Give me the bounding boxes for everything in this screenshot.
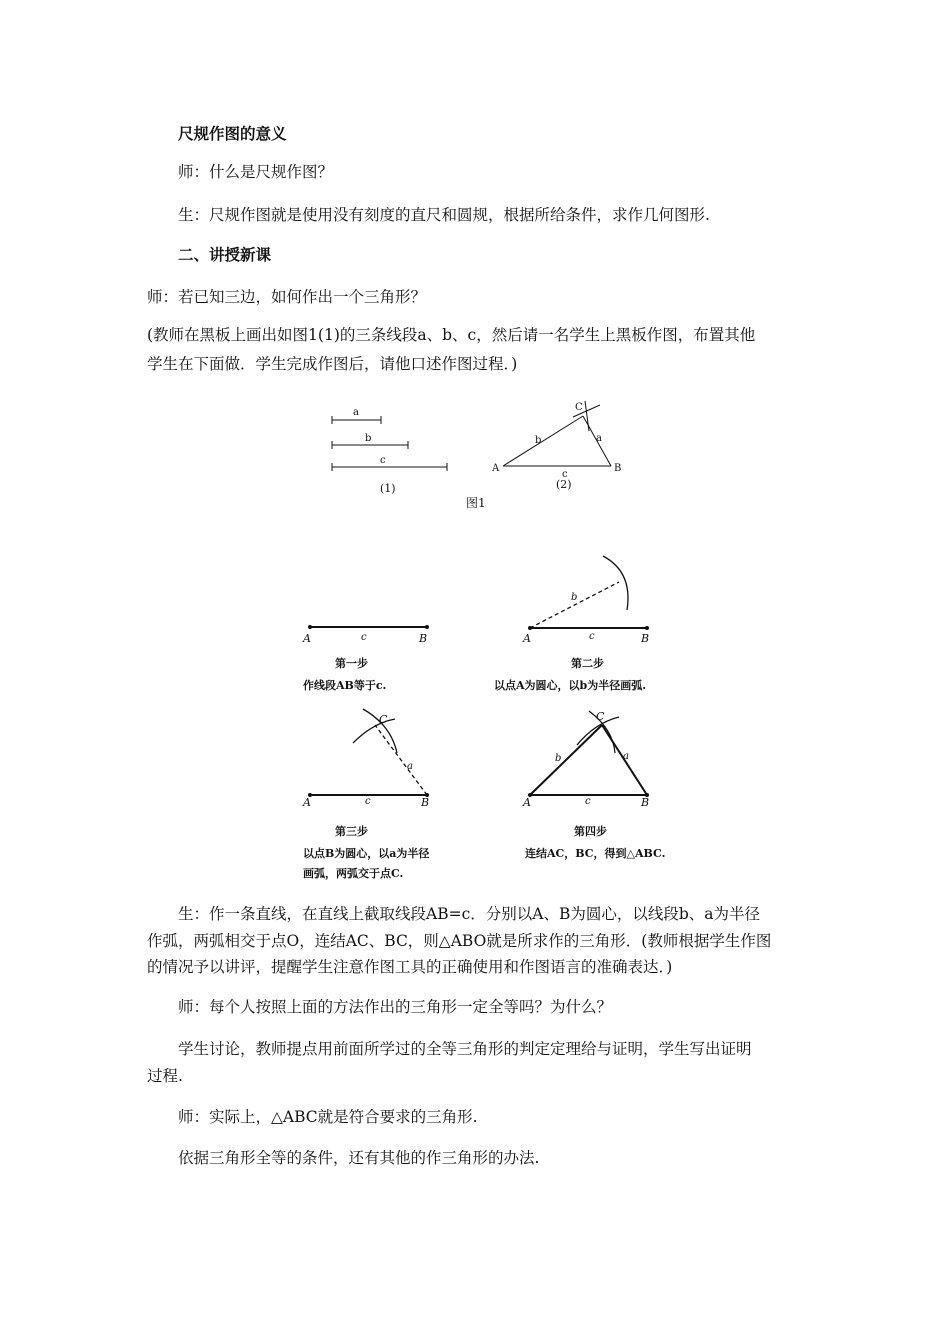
fig1-side-a: a [596,433,602,444]
fig1-label-c: c [380,455,386,466]
step4-label-b: B [641,796,650,809]
step-3-description-line-2: 画弧，两弧交于点C. [303,867,404,880]
section-title: 尺规作图的意义 [178,125,287,143]
step4-label-side-a: a [623,751,629,762]
question-congruent: 师：每个人按照上面的方法作出的三角形一定全等吗？为什么？ [178,998,613,1016]
fig1-label-b: b [365,433,372,444]
closing-line: 依据三角形全等的条件，还有其他的作三角形的办法. [178,1149,540,1167]
fig1-vertex-a: A [492,463,500,474]
step-2-description: 以点A为圆心，以b为半径画弧. [494,679,647,692]
step-1-title: 第一步 [335,657,368,670]
answer-line-2: 作弧，两弧相交于点O，连结AC、BC，则△ABO就是所求作的三角形．(教师根据学生作图 [147,932,772,950]
teacher-note-line-2: 学生在下面做．学生完成作图后，请他口述作图过程．) [147,355,518,373]
step2-label-radius-b: b [571,592,578,603]
step-4-title: 第四步 [574,825,607,838]
fig1-subcaption-1: (1) [380,482,396,495]
question-what-is-construction: 师：什么是尺规作图？ [178,163,334,181]
fig1-label-a: a [353,407,359,418]
step-1-diagram [295,600,445,650]
fig1-vertex-c: C [575,402,583,413]
step4-label-a: A [523,796,531,809]
fig1-caption: 图1 [466,496,486,510]
answer-line-3: 的情况予以讲评，提醒学生注意作图工具的正确使用和作图语言的准确表达．) [147,958,673,976]
step4-label-vertex-c: C [596,710,605,723]
step-3-description-line-1: 以点B为圆心，以a为半径 [303,847,430,860]
step3-label-vertex-c: C [379,713,388,726]
step4-label-c: c [585,796,591,807]
answer-definition: 生：尺规作图就是使用没有刻度的直尺和圆规，根据所给条件，求作几何图形. [178,206,710,224]
figure-1 [320,395,640,515]
step-3-diagram [295,705,455,815]
step1-label-c: c [361,632,367,643]
fig1-side-c: c [562,469,568,480]
teacher-statement: 师：实际上，△ABC就是符合要求的三角形. [178,1108,478,1126]
step-4-diagram [515,705,675,815]
step2-label-b: B [641,632,650,645]
step4-label-side-b: b [555,753,562,764]
step-3-title: 第三步 [335,825,368,838]
step2-label-c: c [589,631,595,642]
step-1-description: 作线段AB等于c. [303,679,387,692]
step1-label-a: A [303,632,311,645]
discussion-line-2: 过程. [147,1067,183,1085]
step1-label-b: B [419,632,428,645]
discussion-line-1: 学生讨论，教师提点用前面所学过的全等三角形的判定定理给与证明，学生写出证明 [178,1040,752,1058]
fig1-vertex-b: B [614,463,622,474]
step2-label-a: A [523,632,531,645]
answer-line-1: 生：作一条直线，在直线上截取线段AB=c．分别以A、B为圆心，以线段b、a为半径 [178,905,761,923]
step3-label-b: B [421,796,430,809]
step3-label-c: c [365,796,371,807]
question-three-sides: 师：若已知三边，如何作出一个三角形？ [147,288,427,306]
section-new-lesson: 二、讲授新课 [178,246,272,264]
step3-label-a: A [303,796,311,809]
fig1-subcaption-2: (2) [556,478,572,491]
step3-label-radius-a: a [407,761,413,772]
step-4-description: 连结AC，BC，得到△ABC. [525,847,666,860]
fig1-side-b: b [535,435,542,446]
teacher-note-line-1: (教师在黑板上画出如图1(1)的三条线段a、b、c，然后请一名学生上黑板作图，布置其他 [147,326,756,344]
step-2-diagram [515,550,675,650]
step-2-title: 第二步 [571,657,604,670]
